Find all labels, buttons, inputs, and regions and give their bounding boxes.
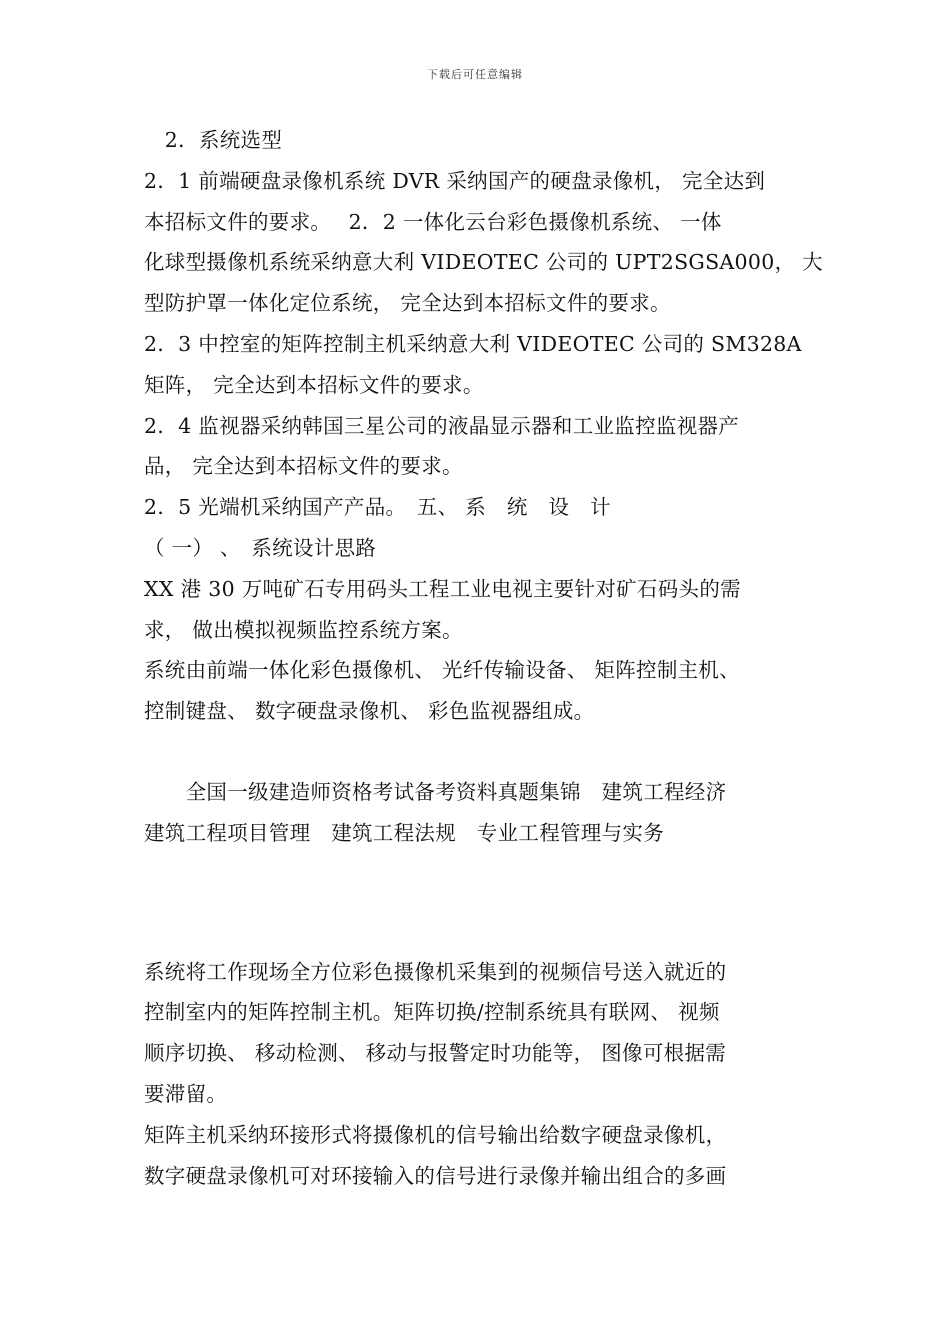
section-block-1 <box>144 120 824 732</box>
spacer <box>144 854 824 952</box>
paragraph-line: 化球型摄像机系统采纳意大利 VIDEOTEC 公司的 UPT2SGSA000， 大 <box>144 250 823 275</box>
paragraph-line: 2．1 前端硬盘录像机系统 DVR 采纳国产的硬盘录像机， 完全达到 <box>144 168 766 193</box>
paragraph-line: 控制键盘、 数字硬盘录像机、 彩色监视器组成。 <box>144 699 595 724</box>
section-heading: （ 一） 、 系统设计思路 <box>144 535 377 560</box>
spacer <box>144 732 824 772</box>
paragraph-line: 2．4 监视器采纳韩国三星公司的液晶显示器和工业监控监视器产 <box>144 413 740 438</box>
paragraph-line: 要滞留。 <box>144 1081 228 1106</box>
ad-line: 建筑工程项目管理 建筑工程法规 专业工程管理与实务 <box>144 820 664 845</box>
paragraph-line: 型防护罩一体化定位系统， 完全达到本招标文件的要求。 <box>144 291 671 316</box>
paragraph-line: 求， 做出模拟视频监控系统方案。 <box>144 617 463 642</box>
document-body <box>144 120 824 1196</box>
paragraph-line: 矩阵主机采纳环接形式将摄像机的信号输出给数字硬盘录像机， <box>144 1122 727 1147</box>
paragraph-line: 顺序切换、 移动检测、 移动与报警定时功能等， 图像可根据需 <box>144 1041 727 1066</box>
paragraph-line: 本招标文件的要求。 2．2 一体化云台彩色摄像机系统、 一体 <box>144 209 722 234</box>
ad-block <box>144 772 824 854</box>
paragraph-line: 控制室内的矩阵控制主机。矩阵切换/控制系统具有联网、 视频 <box>144 1000 720 1025</box>
paragraph-line: 系统将工作现场全方位彩色摄像机采集到的视频信号送入就近的 <box>144 959 727 984</box>
ad-line: 全国一级建造师资格考试备考资料真题集锦 建筑工程经济 <box>144 779 727 804</box>
header-note: 下载后可任意编辑 <box>427 68 523 81</box>
paragraph-line: 系统由前端一体化彩色摄像机、 光纤传输设备、 矩阵控制主机、 <box>144 658 741 683</box>
paragraph-line: 矩阵， 完全达到本招标文件的要求。 <box>144 372 484 397</box>
section-block-2 <box>144 952 824 1197</box>
paragraph-line: 数字硬盘录像机可对环接输入的信号进行录像并输出组合的多画 <box>144 1163 727 1188</box>
paragraph-line: XX 港 30 万吨矿石专用码头工程工业电视主要针对矿石码头的需 <box>144 576 741 601</box>
paragraph-line: 品， 完全达到本招标文件的要求。 <box>144 454 463 479</box>
paragraph-line: 2．3 中控室的矩阵控制主机采纳意大利 VIDEOTEC 公司的 SM328A <box>144 331 802 356</box>
paragraph-line: 2．5 光端机采纳国产产品。 五、 系 统 设 计 <box>144 495 611 520</box>
paragraph-line: 2．系统选型 <box>144 128 283 152</box>
